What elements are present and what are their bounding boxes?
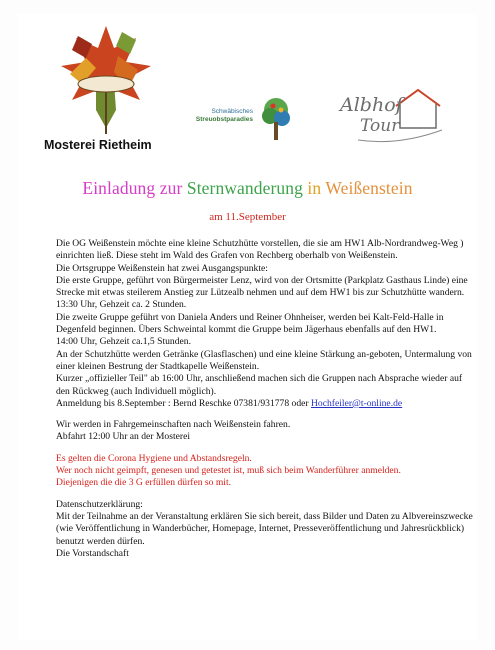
albhof-subtitle: Tour [360, 116, 400, 136]
tree-icon [259, 96, 293, 142]
paragraph-official-part: Kurzer „offizieller Teil" ab 16:00 Uhr, anschließend machen sich die Gruppen nach Absprache wieder auf den Rückweg (auch Individuell möglich). [56, 373, 463, 397]
paragraph-group1-time: 13:30 Uhr, Gehzeit ca. 2 Stunden. [56, 299, 187, 311]
flyer-page [18, 14, 477, 640]
paragraph-group2-time: 14:00 Uhr, Gehzeit ca.1,5 Stunden. [56, 336, 191, 348]
paragraph-group2: Die zweite Gruppe geführt von Daniela Anders und Reiner Ohnheiser, werden bei Kalt-Feld-Halle in Degenfeld beginnen. Übers Schweintal kommt die Gruppe beim Jägerhaus ebenfalls auf den HW1. [56, 311, 444, 336]
privacy-title: Datenschutzerklärung: [56, 498, 143, 510]
privacy-text: Mit der Teilnahme an der Veranstaltung erklären Sie sich bereit, dass Bilder und Daten zu Albvereinszwecke (wie Veröffentlichung in Wanderbücher, Homepage, Internet, Presseveröffentlichung und Jahresrückblick) benutzt werden dürfen. [56, 510, 473, 547]
albhof-title: Albhof [340, 94, 403, 116]
paragraph-intro: Die OG Weißenstein möchte eine kleine Schutzhütte vorstellen, die sie am HW1 Alb-Nordrandweg-Weg ) einrichten ließ. Diese steht im Wald des Grafen von Rechberg oberhalb von Weißenstein. [56, 238, 464, 262]
albhof-tour-logo [338, 84, 448, 154]
streuobst-line1: Schwäbisches [211, 108, 253, 115]
body-text [56, 238, 476, 560]
paragraph-departure: Abfahrt 12:00 Uhr an der Mosterei [56, 431, 191, 443]
page-title [18, 178, 477, 199]
registration-text: Anmeldung bis 8.September : Bernd Reschke 07381/931778 oder [56, 397, 311, 409]
email-link[interactable]: Hochfeiler@t-online.de [311, 397, 403, 409]
paragraph-starting-points: Die Ortsgruppe Weißenstein hat zwei Ausgangspunkte: [56, 262, 268, 274]
signature: Die Vorstandschaft [56, 547, 129, 559]
streuobst-line2: Streuobstparadies [195, 116, 253, 123]
corona-registration-note: Wer noch nicht geimpft, genesen und getestet ist, muß sich beim Wanderführer anmelden. [56, 465, 401, 477]
mosterei-logo [36, 18, 166, 168]
paragraph-group1: Die erste Gruppe, geführt von Bürgermeister Lenz, wird von der Ortsmitte (Parkplatz Gasthaus Linde) eine Strecke mit etwas steilerem Anstieg zur Lützealb nehmen und auf dem HW1 bis zur Schutzhütte wandern. [56, 274, 468, 299]
paragraph-carpool: Wir werden in Fahrgemeinschaften nach Weißenstein fahren. [56, 419, 291, 431]
corona-3g-note: Diejenigen die die 3 G erfüllen dürfen so mit. [56, 477, 232, 489]
title-part-sternwanderung: Sternwanderung [186, 178, 303, 198]
title-part-weissenstein: Weißenstein [325, 178, 413, 198]
streuobstparadies-logo [191, 96, 311, 146]
paragraph-refreshments: An der Schutzhütte werden Getränke (Glasflaschen) und eine kleine Stärkung an-geboten, Untermalung von einer kleinen Bestrung der Stadtkapelle Weißenstein. [56, 348, 472, 372]
corona-rules: Es gelten die Corona Hygiene und Abstandsregeln. [56, 452, 252, 464]
title-part-in: in [302, 178, 326, 198]
title-part-einladung: Einladung zur [82, 178, 187, 198]
mosterei-name: Mosterei Rietheim [44, 138, 152, 152]
paragraph-registration [56, 398, 476, 410]
event-date: am 11.September [209, 211, 286, 223]
autumn-leaves-icon [56, 18, 156, 136]
